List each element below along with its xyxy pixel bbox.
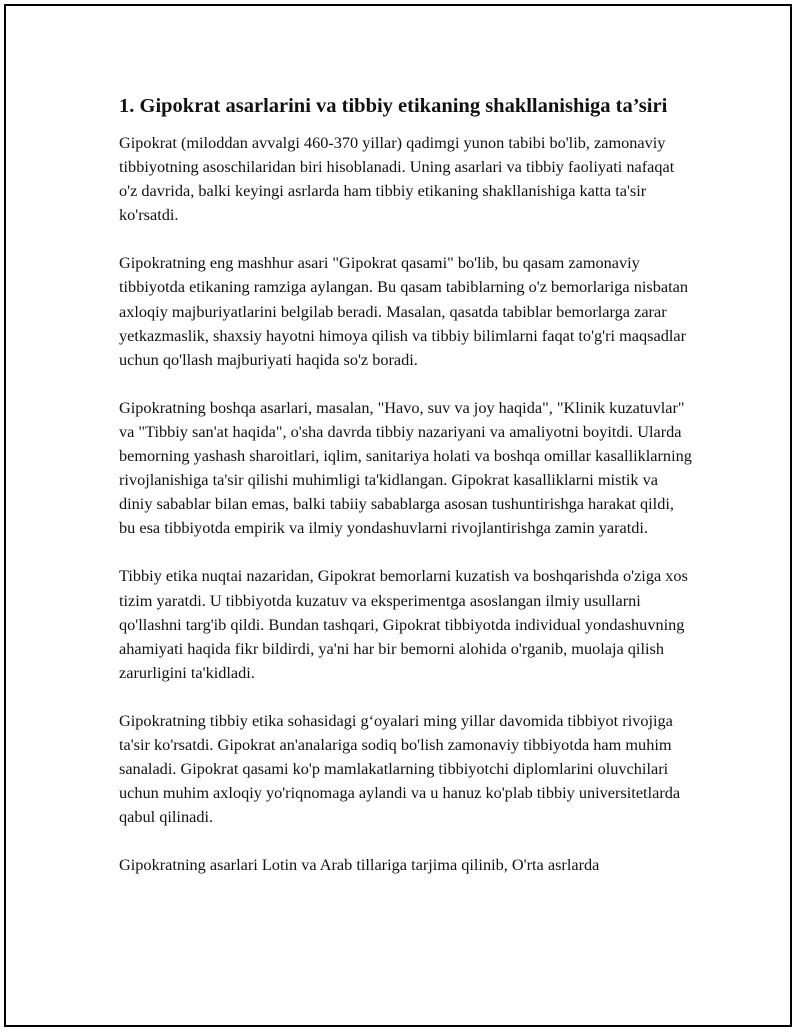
- section-heading: 1. Gipokrat asarlarini va tibbiy etikaning shakllanishiga ta’siri: [119, 95, 668, 117]
- paragraph-1: Gipokrat (miloddan avvalgi 460-370 yillar) qadimgi yunon tabibi bo'lib, zamonaviy tibbiyotning asoschilaridan biri hisoblanadi. Uning asarlari va tibbiy faoliyati nafaqat o'z davrida, balki keyingi asrlarda ham tibbiy etikaning shakllanishiga katta ta'sir ko'rsatdi.: [119, 133, 675, 225]
- paragraph-5: Gipokratning tibbiy etika sohasidagi g‘oyalari ming yillar davomida tibbiyot rivojiga ta'sir ko'rsatdi. Gipokrat an'analariga sodiq bo'lish zamonaviy tibbiyotda ham muhim sanaladi. Gipokrat qasami ko'p mamlakatlarning tibbiyotchi diplomlarini oluvchilari uchun muhim axloqiy yo'riqnomaga aylandi va u hanuz ko'plab tibbiy universitetlarda qabul qilinadi.: [119, 710, 681, 827]
- paragraph-3: Gipokratning boshqa asarlari, masalan, "Havo, suv va joy haqida", "Klinik kuzatuvlar" va "Tibbiy san'at haqida", o'sha davrda tibbiy nazariyani va amaliyotni boyitdi. Ularda bemorning yashash sharoitlari, iqlim, sanitariya holati va boshqa omillar kasalliklarning rivojlanishiga ta'sir qilishi muhimligi ta'kidlangan. Gipokrat kasalliklarni mistik va diniy sabablar bilan emas, balki tabiiy sabablarga asosan tushuntirishga harakat qildi, bu esa tibbiyotda empirik va ilmiy yondashuvlarni rivojlantirishga zamin yaratdi.: [119, 397, 692, 538]
- paragraph-2: Gipokratning eng mashhur asari "Gipokrat qasami" bo'lib, bu qasam zamonaviy tibbiyotda etikaning ramziga aylangan. Bu qasam tabiblarning o'z bemorlariga nisbatan axloqiy majburiyatlarini belgilab beradi. Masalan, qasatda tabiblar bemorlarga zarar yetkazmaslik, shaxsiy hayotni himoya qilish va tibbiy bilimlarni faqat to'g'ri maqsadlar uchun qo'llash majburiyati haqida so'z boradi.: [119, 253, 688, 369]
- paragraph-4: Tibbiy etika nuqtai nazaridan, Gipokrat bemorlarni kuzatish va boshqarishda o'ziga xos tizim yaratdi. U tibbiyotda kuzatuv va eksperimentga asoslangan ilmiy usullarni qo'llashni targ'ib qildi. Bundan tashqari, Gipokrat tibbiyotda individual yondashuvning ahamiyati haqida fikr bildirdi, ya'ni har bir bemorni alohida o'rganib, muolaja qilish zarurligini ta'kidladi.: [119, 566, 688, 682]
- paragraph-6: Gipokratning asarlari Lotin va Arab tillariga tarjima qilinib, O'rta asrlarda: [119, 855, 600, 875]
- document-body: [119, 91, 694, 901]
